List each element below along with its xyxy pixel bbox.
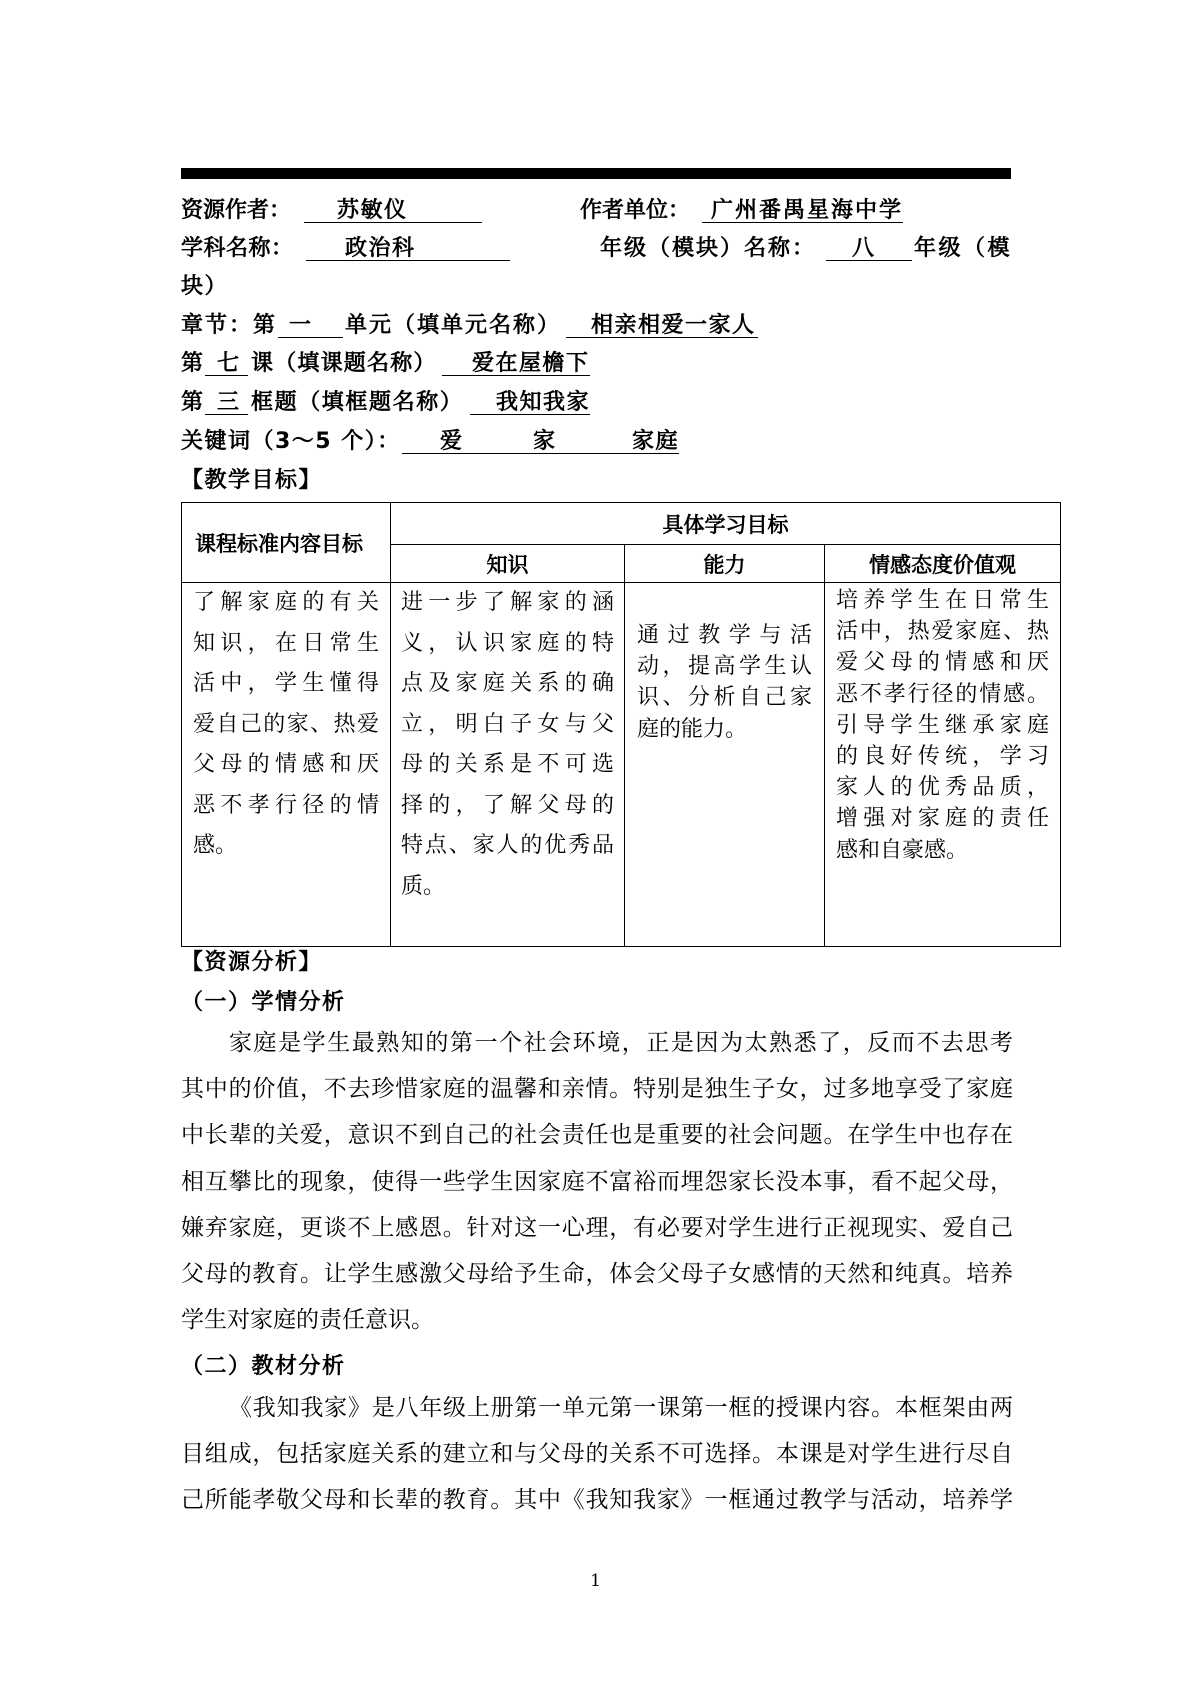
cell-line: 动，提高学生认 [637,654,812,680]
section-title-line [0,990,1191,1016]
analysis-heading: 【资源分析】 [181,950,323,975]
grade-suffix: 年级（模 [914,236,1013,261]
textbook-analysis-paragraph [181,1385,1013,1524]
organization-label: 作者单位： [580,198,691,223]
chapter-label: 章节：第 [181,313,278,338]
author-field: 苏敏仪 [304,198,482,223]
paragraph-line: 相互攀比的现象，使得一些学生因家庭不富裕而埋怨家长没本事，看不起父母， [181,1168,1013,1195]
cell-line: 母的关系是不可选 [401,752,614,777]
cell-line: 择的，了解父母的 [401,792,614,818]
cell-line: 了解家庭的有关 [193,590,379,615]
paragraph-line: 中长辈的关爱，意识不到自己的社会责任也是重要的社会问题。在学生中也存在 [181,1122,1013,1149]
keywords-label: 关键词（3～5 个）： [181,429,401,454]
paragraph-line: 目组成，包括家庭关系的建立和与父母的关系不可选择。本课是对学生进行尽自 [181,1441,1013,1468]
section-title-line [0,1354,1191,1380]
organization-field: 广州番禺星海中学 [702,198,903,223]
paragraph-line: 嫌弃家庭，更谈不上感恩。针对这一心理，有必要对学生进行正视现实、爱自己 [181,1214,1013,1241]
keyword: 家 [533,429,557,454]
cell-text [825,583,1060,866]
cell-line: 家人的优秀品质， [836,775,1050,801]
page-number: 1 [590,1571,601,1591]
cell-line: 活中，学生懂得 [193,671,379,696]
cell-line: 爱自己的家、热爱 [193,711,379,737]
paragraph-line: 《我知我家》是八年级上册第一单元第一课第一框的授课内容。本框架由两 [229,1395,1013,1421]
chapter-name-field: 相亲相爱一家人 [566,313,758,338]
standard-goal-cell [182,583,391,947]
cell-line: 特点、家人的优秀品 [401,833,614,858]
chapter-number-field: 一 [278,313,343,338]
attitude-values-cell [825,583,1061,947]
cell-line: 进一步了解家的涵 [401,590,614,615]
cell-line: 通过教学与活 [637,623,812,648]
cell-line: 质。 [401,873,446,899]
cell-line: 培养学生在日常生 [836,588,1050,613]
cell-text [391,583,624,907]
paragraph-line: 家庭是学生最熟知的第一个社会环境，正是因为太熟悉了，反而不去思考 [229,1030,1013,1056]
lesson-number-field: 七 [205,351,248,376]
chapter-hint: 单元（填单元名称） [345,313,562,338]
grade-field: 八 [826,236,912,261]
subject-grade-line [0,236,1191,262]
frame-prefix: 第 [181,390,205,415]
cell-line: 点及家庭关系的确 [401,671,614,696]
ability-cell [625,583,825,947]
ability-header: 能力 [625,545,825,583]
lesson-hint: 课（填课题名称） [251,351,437,376]
paragraph-line: 己所能孝敬父母和长辈的教育。其中《我知我家》一框通过教学与活动，培养学 [181,1487,1013,1514]
cell-line: 爱父母的情感和厌 [836,650,1050,676]
grade-suffix-line [0,274,1191,300]
learner-analysis-title: （一）学情分析 [181,990,346,1015]
keyword: 爱 [440,429,464,454]
frame-name-field: 我知我家 [470,390,590,415]
cell-line: 父母的情感和厌 [193,752,379,777]
learner-analysis-paragraph [181,1020,1013,1343]
cell-line: 感。 [193,833,238,858]
grade-suffix-wrap: 块） [181,274,229,299]
cell-line: 引导学生继承家庭 [836,712,1050,738]
attitude-values-header: 情感态度价值观 [825,545,1061,583]
objectives-heading: 【教学目标】 [181,468,323,493]
knowledge-header: 知识 [391,545,625,583]
cell-line: 增强对家庭的责任 [836,806,1050,832]
top-rule [181,168,1011,179]
keywords-line [0,429,1191,455]
cell-line: 庭的能力。 [637,716,748,742]
lesson-name-field: 爱在屋檐下 [442,351,590,376]
cell-line: 义，认识家庭的特 [401,630,614,656]
grade-label: 年级（模块）名称： [600,236,817,261]
cell-text [625,583,824,745]
chapter-line [0,313,1191,339]
paragraph-line: 学生对家庭的责任意识。 [181,1307,434,1334]
cell-line: 感和自豪感。 [836,837,969,863]
paragraph-line: 其中的价值，不去珍惜家庭的温馨和亲情。特别是独生子女，过多地享受了家庭 [181,1076,1013,1103]
cell-line: 知识，在日常生 [193,630,379,656]
table-row [182,583,1061,947]
cell-line: 恶不孝行径的情感。 [836,681,1050,707]
frame-number-field: 三 [205,390,248,415]
author-label: 资源作者： [181,198,292,223]
cell-line: 恶不孝行径的情 [193,792,379,818]
objectives-heading-line [0,468,1191,494]
lesson-line [0,351,1191,377]
cell-text [182,583,390,867]
author-line [0,198,1191,224]
subject-label: 学科名称： [181,236,294,261]
analysis-heading-line [0,950,1191,976]
frame-line [0,390,1191,416]
paragraph-line: 父母的教育。让学生感激父母给予生命，体会父母子女感情的天然和纯真。培养 [181,1260,1013,1287]
table-header-row [182,503,1061,545]
knowledge-cell [391,583,625,947]
subject-field: 政治科 [306,236,510,261]
specific-goal-header: 具体学习目标 [391,503,1061,545]
keyword: 家庭 [632,429,680,454]
cell-line: 活中，热爱家庭、热 [836,619,1050,645]
keywords-field [402,429,679,454]
textbook-analysis-title: （二）教材分析 [181,1354,346,1379]
teaching-objectives-table [181,502,1061,947]
frame-hint: 框题（填框题名称） [251,390,464,415]
cell-line: 立，明白子女与父 [401,711,614,737]
lesson-prefix: 第 [181,351,205,376]
cell-line: 识、分析自己家 [637,685,812,711]
cell-line: 的良好传统，学习 [836,743,1050,769]
standard-goal-header: 课程标准内容目标 [182,503,391,583]
